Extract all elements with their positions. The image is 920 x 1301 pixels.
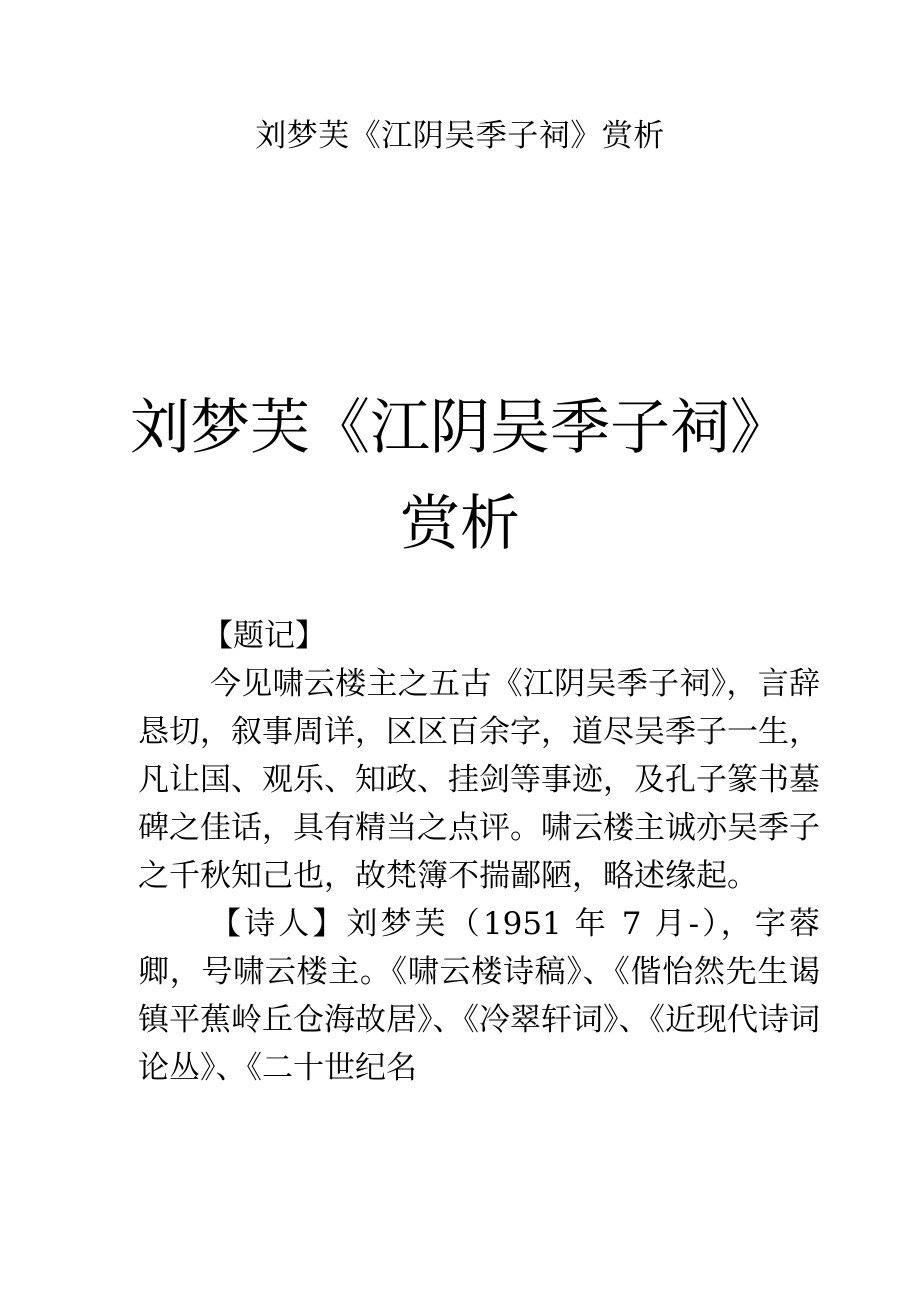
running-title: 刘梦芙《江阴吴季子祠》赏析 bbox=[255, 118, 665, 154]
paragraph-tiji: 今见啸云楼主之五古《江阴吴季子祠》，言辞恳切，叙事周详，区区百余字，道尽吴季子一生，凡让国、观乐、知政、挂剑等事迹，及孔子篆书墓碑之佳话，具有精当之点评。啸云楼主诚亦吴季子之千秋知己也，故梵簿不揣鄙陋，略述缘起。 bbox=[138, 666, 820, 894]
document-body bbox=[138, 612, 820, 1092]
section-tag-tiji: 【题记】 bbox=[202, 618, 326, 654]
main-title-line-1: 刘梦芙《江阴吴季子祠》 bbox=[130, 393, 790, 463]
section-heading-tiji bbox=[138, 612, 820, 660]
paragraph-poet bbox=[138, 900, 820, 1092]
section-tag-poet: 【诗人】 bbox=[210, 906, 347, 942]
main-title bbox=[120, 380, 800, 572]
main-title-line-2: 赏析 bbox=[400, 489, 520, 559]
paragraph-poet-text: 刘梦芙（1951 年 7 月-），字蓉卿，号啸云楼主。《啸云楼诗稿》、《偕怡然先生谒镇平蕉岭丘仓海故居》、《冷翠轩词》、《近现代诗词论丛》、《二十世纪名 bbox=[138, 906, 820, 1086]
